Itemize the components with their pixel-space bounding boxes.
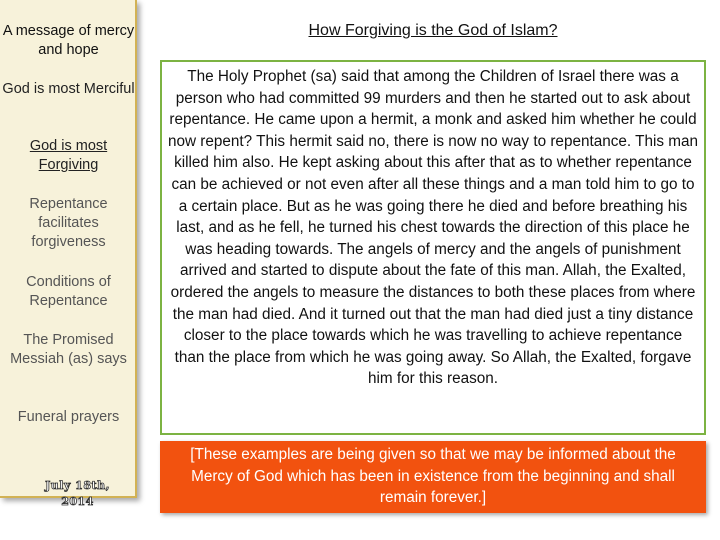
- nav-item-funeral-prayers[interactable]: Funeral prayers: [17, 409, 120, 425]
- date-badge: July 18th, 2014: [45, 479, 110, 508]
- nav-item-merciful[interactable]: God is most Merciful: [2, 81, 135, 97]
- nav-item-promised-messiah[interactable]: The Promised Messiah (as) says: [10, 332, 127, 367]
- sidebar: [0, 0, 137, 508]
- story-text: The Holy Prophet (sa) said that among the Children of Israel there was a person who had committed 99 murders and then he started out to ask about repentance. He came upon a hermit, a monk and asked him whether he could now repent? This hermit said no, there is now no way to repentance. This man killed him also. He kept asking about this after that as to whether repentance can be achieved or not even after all these things and a man told him to go to a certain place. But as he was going there he died and before breathing his last, and as he fell, he turned his chest towards the direction of this place he was heading towards. The angels of mercy and the angels of punishment arrived and started to dispute about the fate of this man. Allah, the Exalted, ordered the angels to measure the distances to both these places from where the man had died. And it turned out that the man had died just a tiny distance closer to the place towards which he was travelling to achieve repentance than the place from which he was going away. So Allah, the Exalted, forgave him for this reason.: [160, 60, 706, 435]
- nav-item-repentance-facilitates[interactable]: Repentance facilitates forgiveness: [29, 196, 108, 250]
- page-title: How Forgiving is the God of Islam?: [308, 22, 558, 39]
- note-callout: [These examples are being given so that we may be informed about the Mercy of God which has been in existence from the beginning and shall remain forever.]: [160, 441, 706, 513]
- sidebar-header: A message of mercy and hope: [2, 23, 135, 58]
- nav-item-conditions[interactable]: Conditions of Repentance: [26, 274, 111, 309]
- nav-item-forgiving[interactable]: God is most Forgiving: [29, 138, 108, 173]
